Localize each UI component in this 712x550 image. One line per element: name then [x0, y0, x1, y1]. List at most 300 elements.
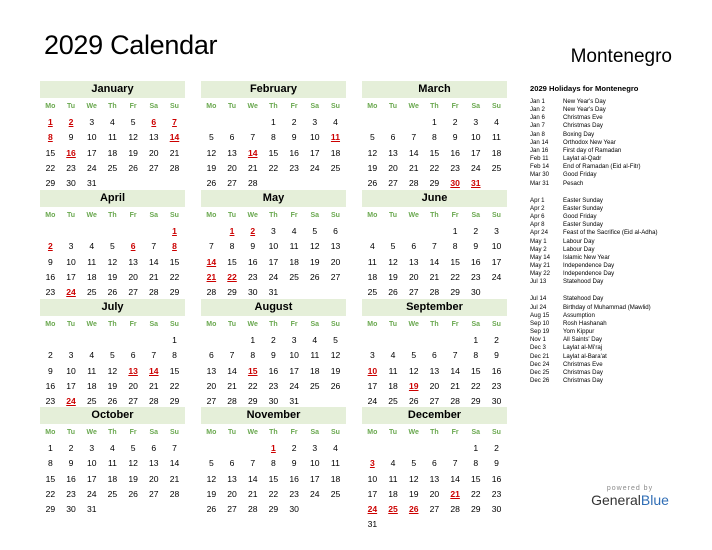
holiday-date: Sep 10 [530, 319, 550, 327]
holiday-item [530, 229, 700, 237]
empty-day-cell [403, 224, 424, 239]
empty-day-cell [123, 224, 144, 239]
day-cell: 15 [450, 256, 460, 267]
day-cell: 21 [247, 162, 258, 173]
week-row [201, 161, 346, 176]
weekday-label: Mo [206, 103, 217, 110]
day-cell: 11 [388, 473, 398, 484]
day-cell: 2 [47, 350, 53, 361]
week-row [40, 348, 185, 363]
day-cell: 17 [367, 488, 378, 499]
holiday-day-cell: 3 [369, 458, 375, 469]
day-cell: 15 [169, 365, 180, 376]
week-row [201, 348, 346, 363]
day-cell: 9 [452, 132, 458, 143]
weekday-label: Th [108, 103, 117, 110]
weekday-label: Mo [367, 103, 378, 110]
month-december [362, 407, 507, 533]
week-row [362, 146, 507, 161]
empty-day-cell [465, 517, 486, 532]
day-cell: 13 [128, 256, 138, 267]
day-cell: 5 [110, 350, 115, 361]
holiday-day-cell: 22 [227, 271, 237, 282]
week-row [201, 239, 346, 254]
day-cell: 7 [250, 458, 256, 469]
day-cell: 12 [310, 241, 320, 252]
month-name: February [201, 81, 346, 98]
holiday-name: Labour Day [563, 245, 595, 253]
day-cell: 20 [429, 488, 440, 499]
powered-by-text: powered by [606, 485, 654, 492]
day-cell: 27 [408, 287, 419, 298]
month-march [362, 81, 507, 191]
day-cell: 6 [390, 132, 396, 143]
day-cell: 12 [128, 132, 138, 143]
holiday-day-cell: 14 [206, 256, 217, 267]
week-row [362, 441, 507, 456]
weekday-label: Su [491, 429, 501, 436]
day-cell: 30 [491, 504, 502, 515]
weekday-label: We [247, 103, 258, 110]
day-cell: 24 [471, 162, 481, 173]
empty-day-cell [445, 517, 466, 532]
day-cell: 15 [268, 147, 279, 158]
weekday-row [362, 99, 507, 115]
day-cell: 16 [289, 147, 299, 158]
day-cell: 27 [149, 488, 159, 499]
day-cell: 26 [206, 178, 217, 189]
day-cell: 22 [471, 488, 481, 499]
day-cell: 30 [491, 396, 502, 407]
day-cell: 7 [452, 350, 458, 361]
month-name: December [362, 407, 507, 424]
empty-day-cell [383, 333, 404, 348]
day-cell: 12 [388, 256, 398, 267]
day-cell: 22 [268, 162, 279, 173]
week-row [362, 472, 507, 487]
day-cell: 28 [450, 504, 460, 515]
holiday-day-cell: 26 [408, 504, 419, 515]
holiday-date: Mar 30 [530, 171, 549, 179]
day-cell: 11 [107, 458, 117, 469]
weekday-label: Su [169, 103, 179, 110]
empty-day-cell [362, 441, 383, 456]
brand-name-blue: Blue [640, 492, 669, 508]
day-cell: 24 [367, 396, 378, 407]
week-row [362, 348, 507, 363]
holiday-date: Apr 1 [530, 196, 545, 204]
day-cell: 26 [107, 287, 118, 298]
empty-day-cell [424, 224, 445, 239]
day-cell: 30 [471, 287, 481, 298]
holiday-day-cell: 16 [66, 147, 76, 158]
day-cell: 6 [229, 458, 235, 469]
day-cell: 20 [128, 271, 138, 282]
day-cell: 27 [429, 504, 440, 515]
weekday-label: We [86, 103, 97, 110]
day-cell: 9 [250, 241, 256, 252]
holiday-item [530, 344, 700, 352]
week-row [362, 487, 507, 502]
day-cell: 2 [271, 335, 276, 345]
day-cell: 20 [206, 380, 217, 391]
weekday-label: We [86, 212, 97, 219]
month-name: November [201, 407, 346, 424]
month-september [362, 299, 507, 409]
holiday-date: Jan 2 [530, 106, 545, 114]
day-cell: 23 [247, 271, 258, 282]
holiday-date: Apr 8 [530, 221, 545, 229]
day-cell: 5 [208, 458, 214, 469]
day-cell: 15 [227, 256, 237, 267]
weekday-label: Tu [228, 212, 237, 219]
month-name: April [40, 190, 185, 207]
weekday-label: Sa [471, 321, 481, 328]
empty-day-cell [143, 224, 164, 239]
holiday-date: Dec 24 [530, 360, 550, 368]
day-cell: 1 [47, 443, 53, 453]
day-cell: 21 [247, 488, 258, 499]
weekday-label: Tu [389, 103, 398, 110]
holiday-date: May 14 [530, 253, 550, 261]
holiday-item [530, 270, 700, 278]
day-cell: 11 [87, 365, 97, 376]
day-cell: 3 [291, 335, 297, 345]
day-cell: 26 [107, 396, 118, 407]
holiday-name: New Year's Day [563, 98, 606, 105]
day-cell: 9 [291, 458, 297, 469]
weekday-label: Su [491, 103, 501, 110]
week-row [40, 379, 185, 394]
empty-day-cell [143, 502, 164, 517]
holiday-item [530, 106, 700, 114]
day-cell: 15 [268, 473, 279, 484]
month-april [40, 190, 185, 316]
day-cell: 18 [367, 271, 378, 282]
day-cell: 31 [86, 178, 97, 189]
day-cell: 25 [289, 271, 299, 282]
day-cell: 10 [268, 241, 279, 252]
holiday-item [530, 147, 700, 155]
day-cell: 7 [208, 241, 214, 252]
holiday-name: Christmas Eve [563, 114, 603, 122]
empty-day-cell [222, 441, 243, 456]
day-cell: 8 [47, 458, 53, 469]
empty-day-cell [403, 115, 424, 130]
day-cell: 4 [333, 443, 338, 453]
empty-day-cell [383, 517, 404, 532]
day-cell: 5 [411, 458, 417, 469]
holiday-item [530, 180, 700, 188]
week-row [40, 130, 185, 145]
day-cell: 28 [149, 287, 159, 298]
day-cell: 15 [471, 473, 481, 484]
day-cell: 24 [310, 488, 320, 499]
day-cell: 21 [169, 473, 180, 484]
day-cell: 27 [388, 178, 398, 189]
day-cell: 9 [68, 458, 74, 469]
day-cell: 12 [107, 256, 118, 267]
day-cell: 1 [432, 117, 437, 127]
holiday-name: New Year's Day [563, 106, 606, 114]
month-may [201, 190, 346, 300]
day-cell: 15 [45, 147, 56, 158]
weekday-label: Su [491, 321, 501, 328]
holiday-item [530, 304, 700, 312]
weekday-label: We [86, 429, 97, 436]
holiday-item [530, 221, 700, 229]
day-cell: 28 [408, 178, 419, 189]
day-cell: 23 [268, 380, 279, 391]
empty-day-cell [325, 502, 346, 517]
day-cell: 22 [268, 488, 279, 499]
day-cell: 30 [66, 178, 76, 189]
day-cell: 17 [491, 256, 502, 267]
day-cell: 21 [149, 380, 159, 391]
day-cell: 9 [494, 350, 499, 361]
holiday-day-cell: 13 [128, 365, 138, 376]
day-cell: 16 [491, 473, 502, 484]
day-cell: 7 [411, 132, 417, 143]
holiday-day-cell: 25 [388, 504, 398, 515]
empty-day-cell [424, 517, 445, 532]
week-row [201, 487, 346, 502]
day-cell: 30 [268, 396, 279, 407]
day-cell: 16 [450, 147, 460, 158]
day-cell: 23 [66, 162, 76, 173]
day-cell: 1 [473, 443, 479, 453]
holiday-name: Pesach [563, 179, 584, 187]
day-cell: 10 [86, 458, 97, 469]
day-cell: 26 [310, 271, 320, 282]
day-cell: 23 [289, 162, 299, 173]
weekday-label: Mo [367, 429, 378, 436]
day-cell: 11 [492, 132, 501, 143]
holiday-name: Easter Sunday [563, 196, 603, 204]
weekday-label: Sa [149, 103, 159, 110]
day-cell: 18 [310, 365, 320, 376]
holiday-item [530, 131, 700, 139]
month-name: July [40, 299, 185, 316]
week-row [362, 115, 507, 130]
day-cell: 2 [473, 226, 479, 236]
weekday-label: Tu [228, 103, 237, 110]
holiday-item [530, 171, 700, 179]
month-name: June [362, 190, 507, 207]
day-cell: 4 [110, 443, 115, 453]
holiday-date: Jan 8 [530, 130, 545, 138]
holiday-name: Independence Day [563, 270, 615, 278]
day-cell: 22 [471, 380, 481, 391]
day-cell: 19 [310, 256, 320, 267]
holiday-name: Christmas Day [563, 377, 603, 384]
week-row [40, 270, 185, 285]
holiday-item [530, 163, 700, 171]
weekday-label: Fr [451, 321, 459, 328]
day-cell: 7 [432, 241, 437, 252]
holiday-date: Jan 14 [530, 138, 549, 146]
holiday-day-cell: 8 [47, 132, 53, 143]
day-cell: 27 [206, 396, 217, 407]
week-row [40, 333, 185, 348]
holiday-day-cell: 6 [130, 241, 136, 252]
day-cell: 19 [128, 473, 138, 484]
weekday-label: Sa [310, 103, 320, 110]
day-cell: 23 [45, 396, 56, 407]
weekday-label: We [408, 212, 419, 219]
day-cell: 6 [151, 443, 157, 453]
holiday-item [530, 114, 700, 122]
month-name: March [362, 81, 507, 98]
day-cell: 17 [268, 256, 279, 267]
day-cell: 3 [312, 443, 318, 453]
holiday-item [530, 336, 700, 344]
day-cell: 10 [491, 241, 502, 252]
empty-day-cell [102, 333, 123, 348]
day-cell: 5 [208, 132, 214, 143]
day-cell: 15 [429, 147, 440, 158]
empty-day-cell [242, 441, 263, 456]
day-cell: 13 [149, 132, 159, 143]
day-cell: 1 [172, 335, 177, 345]
day-cell: 2 [291, 117, 297, 127]
empty-day-cell [383, 224, 404, 239]
weekday-label: Su [330, 212, 340, 219]
day-cell: 17 [289, 365, 299, 376]
empty-day-cell [445, 441, 466, 456]
week-row [201, 130, 346, 145]
day-cell: 12 [206, 147, 217, 158]
weekday-label: Sa [471, 212, 481, 219]
day-cell: 18 [107, 473, 118, 484]
weekday-label: Sa [149, 429, 159, 436]
empty-day-cell [201, 224, 222, 239]
weekday-label: Fr [129, 321, 137, 328]
day-cell: 13 [149, 458, 159, 469]
day-cell: 20 [227, 162, 237, 173]
holiday-day-cell: 14 [169, 132, 180, 143]
day-cell: 28 [429, 287, 440, 298]
day-cell: 19 [206, 488, 217, 499]
day-cell: 8 [473, 350, 479, 361]
weekday-label: Th [430, 212, 439, 219]
week-row [201, 441, 346, 456]
weekday-label: Th [108, 429, 117, 436]
day-cell: 28 [247, 178, 258, 189]
day-cell: 16 [247, 256, 258, 267]
day-cell: 4 [110, 117, 115, 127]
day-cell: 9 [271, 350, 276, 361]
weekday-label: We [408, 321, 419, 328]
day-cell: 9 [473, 241, 479, 252]
day-cell: 22 [169, 380, 180, 391]
holiday-name: Islamic New Year [563, 253, 610, 261]
day-cell: 6 [432, 350, 437, 361]
weekday-label: Su [169, 321, 179, 328]
holiday-item [530, 361, 700, 369]
empty-day-cell [143, 333, 164, 348]
weekday-label: Sa [310, 212, 320, 219]
weekday-label: Th [269, 103, 278, 110]
holiday-name: Christmas Eve [563, 360, 603, 368]
day-cell: 14 [408, 147, 419, 158]
holiday-date: Jul 14 [530, 295, 547, 303]
day-cell: 17 [367, 380, 378, 391]
day-cell: 10 [289, 350, 299, 361]
day-cell: 15 [45, 473, 56, 484]
week-row [201, 364, 346, 379]
holiday-name: Christmas Day [563, 122, 603, 130]
weekday-label: Fr [290, 429, 298, 436]
day-cell: 14 [227, 365, 237, 376]
weekday-label: Su [169, 212, 179, 219]
holiday-day-cell: 10 [367, 365, 378, 376]
day-cell: 3 [473, 117, 479, 127]
day-cell: 4 [494, 117, 499, 127]
holiday-date: Apr 6 [530, 213, 545, 221]
weekday-label: Mo [206, 429, 217, 436]
day-cell: 27 [149, 162, 159, 173]
day-cell: 18 [388, 488, 398, 499]
weekday-label: Tu [228, 429, 237, 436]
holiday-day-cell: 2 [68, 117, 74, 127]
day-cell: 3 [312, 117, 318, 127]
day-cell: 29 [169, 287, 180, 298]
day-cell: 22 [429, 162, 440, 173]
week-row [201, 146, 346, 161]
empty-day-cell [61, 333, 82, 348]
day-cell: 5 [110, 241, 115, 252]
weekday-label: Mo [206, 321, 217, 328]
holiday-day-cell: 24 [367, 504, 378, 515]
day-cell: 28 [450, 396, 460, 407]
weekday-label: We [247, 321, 258, 328]
holiday-name: Assumption [563, 311, 595, 319]
holiday-name: Good Friday [563, 171, 597, 179]
day-cell: 6 [411, 241, 417, 252]
day-cell: 17 [310, 473, 320, 484]
day-cell: 8 [271, 132, 276, 143]
day-cell: 2 [68, 443, 74, 453]
day-cell: 7 [151, 350, 157, 361]
weekday-label: Su [330, 429, 340, 436]
day-cell: 27 [330, 271, 341, 282]
day-cell: 5 [130, 117, 136, 127]
holiday-name: Labour Day [563, 237, 595, 245]
weekday-label: Tu [67, 429, 76, 436]
empty-day-cell [123, 502, 144, 517]
day-cell: 16 [471, 256, 481, 267]
day-cell: 27 [227, 504, 237, 515]
weekday-label: Tu [228, 321, 237, 328]
holiday-date: Feb 11 [530, 155, 549, 163]
empty-day-cell [81, 333, 102, 348]
empty-day-cell [362, 333, 383, 348]
empty-day-cell [81, 224, 102, 239]
month-january [40, 81, 185, 191]
day-cell: 14 [149, 256, 159, 267]
day-cell: 29 [227, 287, 237, 298]
day-cell: 6 [229, 132, 235, 143]
day-cell: 27 [429, 396, 440, 407]
holiday-date: Jan 16 [530, 146, 549, 154]
day-cell: 11 [107, 132, 117, 143]
holiday-date: Nov 1 [530, 336, 546, 344]
day-cell: 25 [330, 162, 341, 173]
weekday-label: Mo [367, 321, 378, 328]
day-cell: 21 [169, 147, 180, 158]
holiday-name: Christmas Day [563, 368, 603, 376]
